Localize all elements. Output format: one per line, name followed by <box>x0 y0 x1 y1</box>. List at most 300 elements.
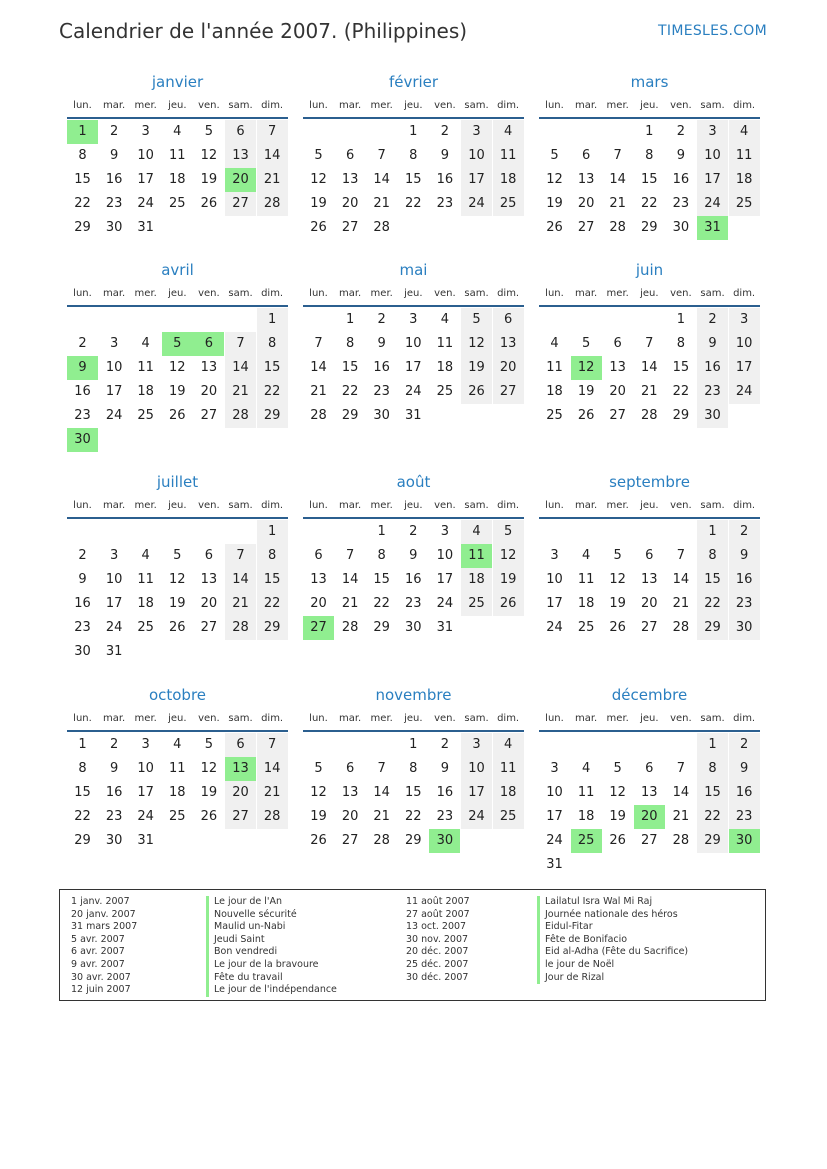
day-cell[interactable]: 12 <box>169 572 186 587</box>
day-cell[interactable]: 24 <box>105 408 123 423</box>
day-cell[interactable]: 27 <box>200 620 218 635</box>
day-cell[interactable]: 21 <box>373 196 390 211</box>
day-cell[interactable]: 2 <box>109 737 119 752</box>
day-cell[interactable]: 18 <box>577 596 595 611</box>
day-cell[interactable]: 3 <box>697 120 728 144</box>
day-cell[interactable]: 20 <box>493 356 524 380</box>
day-cell[interactable]: 7 <box>257 733 288 757</box>
day-cell[interactable]: 11 <box>169 761 186 776</box>
day-cell[interactable]: 20 <box>341 196 359 211</box>
day-cell[interactable]: 11 <box>436 336 454 351</box>
day-cell[interactable]: 17 <box>461 168 492 192</box>
day-cell[interactable]: 19 <box>609 809 626 824</box>
day-cell[interactable]: 13 <box>310 572 327 587</box>
day-cell[interactable]: 21 <box>257 168 288 192</box>
day-cell[interactable]: 14 <box>225 356 256 380</box>
day-cell[interactable]: 25 <box>169 809 186 824</box>
day-cell[interactable]: 11 <box>493 144 524 168</box>
day-cell[interactable]: 28 <box>257 805 288 829</box>
day-cell[interactable]: 5 <box>173 548 182 563</box>
day-cell[interactable]: 16 <box>105 785 123 800</box>
holiday-day[interactable]: 13 <box>225 757 256 781</box>
holiday-day[interactable]: 9 <box>67 356 98 380</box>
day-cell[interactable]: 15 <box>257 568 288 592</box>
day-cell[interactable]: 25 <box>137 408 154 423</box>
day-cell[interactable]: 9 <box>78 572 87 587</box>
day-cell[interactable]: 27 <box>200 408 218 423</box>
day-cell[interactable]: 16 <box>436 172 454 187</box>
day-cell[interactable]: 4 <box>173 737 182 752</box>
day-cell[interactable]: 29 <box>641 220 658 235</box>
day-cell[interactable]: 23 <box>436 196 454 211</box>
day-cell[interactable]: 22 <box>697 592 728 616</box>
brand-link[interactable]: TIMESLES.COM <box>658 23 767 39</box>
day-cell[interactable]: 5 <box>204 124 214 139</box>
holiday-day[interactable]: 11 <box>461 544 492 568</box>
day-cell[interactable]: 31 <box>105 644 123 659</box>
day-cell[interactable]: 26 <box>169 620 186 635</box>
day-cell[interactable]: 24 <box>546 833 563 848</box>
day-cell[interactable]: 6 <box>613 336 622 351</box>
day-cell[interactable]: 24 <box>105 620 123 635</box>
holiday-day[interactable]: 27 <box>303 616 334 640</box>
day-cell[interactable]: 23 <box>74 408 91 423</box>
day-cell[interactable]: 17 <box>697 168 728 192</box>
day-cell[interactable]: 24 <box>546 620 563 635</box>
day-cell[interactable]: 16 <box>105 172 123 187</box>
day-cell[interactable]: 3 <box>141 124 150 139</box>
day-cell[interactable]: 1 <box>257 308 288 332</box>
day-cell[interactable]: 14 <box>341 572 359 587</box>
holiday-day[interactable]: 1 <box>67 120 98 144</box>
day-cell[interactable]: 20 <box>200 384 218 399</box>
day-cell[interactable]: 19 <box>546 196 563 211</box>
day-cell[interactable]: 2 <box>440 737 450 752</box>
day-cell[interactable]: 1 <box>409 737 418 752</box>
day-cell[interactable]: 26 <box>200 196 218 211</box>
holiday-day[interactable]: 12 <box>571 356 602 380</box>
day-cell[interactable]: 27 <box>641 833 658 848</box>
day-cell[interactable]: 7 <box>676 548 686 563</box>
day-cell[interactable]: 24 <box>461 192 492 216</box>
day-cell[interactable]: 16 <box>729 568 760 592</box>
day-cell[interactable]: 18 <box>137 596 154 611</box>
day-cell[interactable]: 22 <box>405 196 422 211</box>
day-cell[interactable]: 18 <box>493 781 524 805</box>
day-cell[interactable]: 26 <box>609 833 626 848</box>
day-cell[interactable]: 24 <box>461 805 492 829</box>
day-cell[interactable]: 21 <box>609 196 626 211</box>
day-cell[interactable]: 25 <box>137 620 154 635</box>
day-cell[interactable]: 11 <box>546 360 563 375</box>
day-cell[interactable]: 21 <box>672 809 690 824</box>
day-cell[interactable]: 4 <box>550 336 559 351</box>
day-cell[interactable]: 13 <box>493 332 524 356</box>
day-cell[interactable]: 21 <box>341 596 359 611</box>
day-cell[interactable]: 4 <box>173 124 182 139</box>
holiday-day[interactable]: 5 <box>162 332 193 356</box>
day-cell[interactable]: 15 <box>405 785 422 800</box>
day-cell[interactable]: 15 <box>257 356 288 380</box>
day-cell[interactable]: 8 <box>78 148 87 163</box>
holiday-day[interactable]: 30 <box>429 829 460 853</box>
day-cell[interactable]: 4 <box>493 120 524 144</box>
day-cell[interactable]: 28 <box>609 220 626 235</box>
day-cell[interactable]: 10 <box>105 572 123 587</box>
day-cell[interactable]: 11 <box>577 785 595 800</box>
day-cell[interactable]: 9 <box>440 761 450 776</box>
day-cell[interactable]: 11 <box>169 148 186 163</box>
day-cell[interactable]: 29 <box>74 833 91 848</box>
day-cell[interactable]: 23 <box>729 592 760 616</box>
day-cell[interactable]: 7 <box>225 332 256 356</box>
day-cell[interactable]: 13 <box>225 144 256 168</box>
day-cell[interactable]: 17 <box>405 360 422 375</box>
day-cell[interactable]: 17 <box>729 356 760 380</box>
day-cell[interactable]: 8 <box>676 336 686 351</box>
day-cell[interactable]: 15 <box>74 172 91 187</box>
day-cell[interactable]: 22 <box>697 805 728 829</box>
day-cell[interactable]: 12 <box>200 148 218 163</box>
day-cell[interactable]: 20 <box>641 596 658 611</box>
day-cell[interactable]: 8 <box>257 544 288 568</box>
day-cell[interactable]: 19 <box>310 809 327 824</box>
day-cell[interactable]: 15 <box>373 572 390 587</box>
day-cell[interactable]: 27 <box>225 192 256 216</box>
day-cell[interactable]: 29 <box>672 408 690 423</box>
day-cell[interactable]: 29 <box>74 220 91 235</box>
day-cell[interactable]: 2 <box>78 548 87 563</box>
day-cell[interactable]: 13 <box>200 572 218 587</box>
day-cell[interactable]: 18 <box>436 360 454 375</box>
holiday-day[interactable]: 20 <box>225 168 256 192</box>
day-cell[interactable]: 8 <box>645 148 654 163</box>
day-cell[interactable]: 31 <box>546 857 563 872</box>
day-cell[interactable]: 7 <box>377 148 386 163</box>
day-cell[interactable]: 27 <box>225 805 256 829</box>
day-cell[interactable]: 19 <box>577 384 595 399</box>
day-cell[interactable]: 8 <box>78 761 87 776</box>
day-cell[interactable]: 7 <box>345 548 355 563</box>
day-cell[interactable]: 28 <box>341 620 359 635</box>
day-cell[interactable]: 6 <box>645 761 654 776</box>
day-cell[interactable]: 3 <box>409 312 418 327</box>
day-cell[interactable]: 4 <box>581 761 591 776</box>
day-cell[interactable]: 27 <box>577 220 595 235</box>
day-cell[interactable]: 14 <box>641 360 658 375</box>
day-cell[interactable]: 17 <box>461 781 492 805</box>
day-cell[interactable]: 30 <box>105 220 123 235</box>
day-cell[interactable]: 4 <box>141 336 150 351</box>
day-cell[interactable]: 10 <box>461 757 492 781</box>
day-cell[interactable]: 26 <box>609 620 626 635</box>
holiday-day[interactable]: 30 <box>729 829 760 853</box>
day-cell[interactable]: 23 <box>105 196 123 211</box>
day-cell[interactable]: 5 <box>613 548 622 563</box>
day-cell[interactable]: 7 <box>613 148 622 163</box>
day-cell[interactable]: 1 <box>345 312 355 327</box>
day-cell[interactable]: 2 <box>440 124 450 139</box>
day-cell[interactable]: 26 <box>310 833 327 848</box>
day-cell[interactable]: 14 <box>672 785 690 800</box>
day-cell[interactable]: 11 <box>729 144 760 168</box>
day-cell[interactable]: 6 <box>314 548 323 563</box>
day-cell[interactable]: 7 <box>676 761 686 776</box>
day-cell[interactable]: 10 <box>137 148 154 163</box>
day-cell[interactable]: 24 <box>729 380 760 404</box>
day-cell[interactable]: 5 <box>493 520 524 544</box>
day-cell[interactable]: 15 <box>74 785 91 800</box>
day-cell[interactable]: 8 <box>409 148 418 163</box>
holiday-day[interactable]: 20 <box>634 805 665 829</box>
day-cell[interactable]: 28 <box>373 220 390 235</box>
day-cell[interactable]: 5 <box>461 308 492 332</box>
day-cell[interactable]: 19 <box>493 568 524 592</box>
day-cell[interactable]: 16 <box>672 172 690 187</box>
day-cell[interactable]: 3 <box>440 524 450 539</box>
day-cell[interactable]: 18 <box>461 568 492 592</box>
day-cell[interactable]: 2 <box>697 308 728 332</box>
day-cell[interactable]: 28 <box>225 616 256 640</box>
day-cell[interactable]: 22 <box>672 384 690 399</box>
day-cell[interactable]: 15 <box>405 172 422 187</box>
day-cell[interactable]: 8 <box>697 757 728 781</box>
day-cell[interactable]: 29 <box>257 616 288 640</box>
day-cell[interactable]: 26 <box>546 220 563 235</box>
day-cell[interactable]: 26 <box>493 592 524 616</box>
day-cell[interactable]: 12 <box>310 785 327 800</box>
day-cell[interactable]: 10 <box>546 572 563 587</box>
holiday-day[interactable]: 31 <box>697 216 728 240</box>
day-cell[interactable]: 19 <box>169 384 186 399</box>
day-cell[interactable]: 14 <box>225 568 256 592</box>
day-cell[interactable]: 28 <box>310 408 327 423</box>
day-cell[interactable]: 12 <box>546 172 563 187</box>
day-cell[interactable]: 26 <box>310 220 327 235</box>
day-cell[interactable]: 1 <box>697 520 728 544</box>
day-cell[interactable]: 28 <box>672 833 690 848</box>
day-cell[interactable]: 20 <box>310 596 327 611</box>
day-cell[interactable]: 19 <box>169 596 186 611</box>
day-cell[interactable]: 15 <box>672 360 690 375</box>
day-cell[interactable]: 15 <box>641 172 658 187</box>
day-cell[interactable]: 29 <box>257 404 288 428</box>
day-cell[interactable]: 24 <box>137 809 154 824</box>
day-cell[interactable]: 9 <box>729 544 760 568</box>
day-cell[interactable]: 1 <box>676 312 686 327</box>
day-cell[interactable]: 16 <box>697 356 728 380</box>
day-cell[interactable]: 11 <box>577 572 595 587</box>
day-cell[interactable]: 25 <box>436 384 454 399</box>
day-cell[interactable]: 29 <box>405 833 422 848</box>
day-cell[interactable]: 29 <box>697 829 728 853</box>
day-cell[interactable]: 23 <box>436 809 454 824</box>
day-cell[interactable]: 19 <box>200 172 218 187</box>
day-cell[interactable]: 22 <box>405 809 422 824</box>
day-cell[interactable]: 14 <box>609 172 626 187</box>
day-cell[interactable]: 10 <box>436 548 454 563</box>
day-cell[interactable]: 24 <box>405 384 422 399</box>
day-cell[interactable]: 22 <box>257 592 288 616</box>
day-cell[interactable]: 13 <box>341 172 359 187</box>
day-cell[interactable]: 19 <box>609 596 626 611</box>
day-cell[interactable]: 26 <box>200 809 218 824</box>
day-cell[interactable]: 3 <box>729 308 760 332</box>
day-cell[interactable]: 21 <box>225 592 256 616</box>
day-cell[interactable]: 16 <box>729 781 760 805</box>
day-cell[interactable]: 17 <box>137 172 154 187</box>
day-cell[interactable]: 21 <box>310 384 327 399</box>
day-cell[interactable]: 19 <box>461 356 492 380</box>
day-cell[interactable]: 9 <box>109 148 119 163</box>
day-cell[interactable]: 4 <box>440 312 450 327</box>
day-cell[interactable]: 8 <box>697 544 728 568</box>
day-cell[interactable]: 7 <box>314 336 323 351</box>
day-cell[interactable]: 17 <box>546 809 563 824</box>
day-cell[interactable]: 2 <box>409 524 418 539</box>
day-cell[interactable]: 9 <box>676 148 686 163</box>
day-cell[interactable]: 25 <box>577 620 595 635</box>
day-cell[interactable]: 11 <box>493 757 524 781</box>
day-cell[interactable]: 12 <box>200 761 218 776</box>
day-cell[interactable]: 10 <box>461 144 492 168</box>
day-cell[interactable]: 2 <box>109 124 119 139</box>
day-cell[interactable]: 16 <box>436 785 454 800</box>
day-cell[interactable]: 30 <box>672 220 690 235</box>
day-cell[interactable]: 23 <box>373 384 390 399</box>
day-cell[interactable]: 29 <box>373 620 390 635</box>
day-cell[interactable]: 17 <box>105 596 123 611</box>
day-cell[interactable]: 17 <box>105 384 123 399</box>
day-cell[interactable]: 18 <box>729 168 760 192</box>
day-cell[interactable]: 19 <box>310 196 327 211</box>
day-cell[interactable]: 26 <box>169 408 186 423</box>
day-cell[interactable]: 28 <box>373 833 390 848</box>
day-cell[interactable]: 8 <box>257 332 288 356</box>
day-cell[interactable]: 11 <box>137 360 154 375</box>
day-cell[interactable]: 3 <box>461 120 492 144</box>
day-cell[interactable]: 23 <box>405 596 422 611</box>
day-cell[interactable]: 2 <box>676 124 686 139</box>
day-cell[interactable]: 14 <box>257 144 288 168</box>
day-cell[interactable]: 5 <box>550 148 559 163</box>
day-cell[interactable]: 23 <box>729 805 760 829</box>
day-cell[interactable]: 15 <box>697 781 728 805</box>
day-cell[interactable]: 24 <box>436 596 454 611</box>
day-cell[interactable]: 5 <box>613 761 622 776</box>
day-cell[interactable]: 6 <box>225 120 256 144</box>
day-cell[interactable]: 27 <box>641 620 658 635</box>
day-cell[interactable]: 6 <box>581 148 591 163</box>
day-cell[interactable]: 17 <box>546 596 563 611</box>
day-cell[interactable]: 16 <box>74 384 91 399</box>
day-cell[interactable]: 28 <box>672 620 690 635</box>
day-cell[interactable]: 18 <box>169 785 186 800</box>
day-cell[interactable]: 22 <box>373 596 390 611</box>
day-cell[interactable]: 10 <box>697 144 728 168</box>
day-cell[interactable]: 6 <box>204 548 214 563</box>
day-cell[interactable]: 22 <box>74 809 91 824</box>
day-cell[interactable]: 10 <box>729 332 760 356</box>
day-cell[interactable]: 25 <box>169 196 186 211</box>
day-cell[interactable]: 5 <box>204 737 214 752</box>
day-cell[interactable]: 13 <box>641 572 658 587</box>
day-cell[interactable]: 5 <box>314 761 323 776</box>
day-cell[interactable]: 3 <box>461 733 492 757</box>
day-cell[interactable]: 28 <box>257 192 288 216</box>
day-cell[interactable]: 21 <box>641 384 658 399</box>
day-cell[interactable]: 4 <box>729 120 760 144</box>
day-cell[interactable]: 3 <box>550 548 559 563</box>
day-cell[interactable]: 3 <box>109 548 119 563</box>
day-cell[interactable]: 12 <box>169 360 186 375</box>
day-cell[interactable]: 13 <box>341 785 359 800</box>
day-cell[interactable]: 30 <box>697 404 728 428</box>
day-cell[interactable]: 22 <box>257 380 288 404</box>
day-cell[interactable]: 3 <box>141 737 150 752</box>
day-cell[interactable]: 16 <box>405 572 422 587</box>
day-cell[interactable]: 2 <box>377 312 386 327</box>
day-cell[interactable]: 30 <box>74 644 91 659</box>
day-cell[interactable]: 4 <box>493 733 524 757</box>
day-cell[interactable]: 12 <box>461 332 492 356</box>
day-cell[interactable]: 4 <box>461 520 492 544</box>
day-cell[interactable]: 18 <box>137 384 154 399</box>
day-cell[interactable]: 2 <box>729 520 760 544</box>
day-cell[interactable]: 20 <box>200 596 218 611</box>
day-cell[interactable]: 31 <box>137 220 154 235</box>
day-cell[interactable]: 26 <box>577 408 595 423</box>
day-cell[interactable]: 9 <box>377 336 386 351</box>
day-cell[interactable]: 29 <box>697 616 728 640</box>
day-cell[interactable]: 23 <box>672 196 690 211</box>
day-cell[interactable]: 20 <box>609 384 626 399</box>
day-cell[interactable]: 31 <box>436 620 454 635</box>
day-cell[interactable]: 20 <box>341 809 359 824</box>
day-cell[interactable]: 30 <box>729 616 760 640</box>
day-cell[interactable]: 9 <box>697 332 728 356</box>
day-cell[interactable]: 24 <box>137 196 154 211</box>
day-cell[interactable]: 30 <box>105 833 123 848</box>
day-cell[interactable]: 19 <box>200 785 218 800</box>
day-cell[interactable]: 27 <box>493 380 524 404</box>
day-cell[interactable]: 12 <box>609 785 626 800</box>
day-cell[interactable]: 1 <box>645 124 654 139</box>
day-cell[interactable]: 25 <box>493 192 524 216</box>
day-cell[interactable]: 22 <box>74 196 91 211</box>
day-cell[interactable]: 13 <box>200 360 218 375</box>
day-cell[interactable]: 2 <box>729 733 760 757</box>
day-cell[interactable]: 5 <box>581 336 591 351</box>
day-cell[interactable]: 26 <box>461 380 492 404</box>
day-cell[interactable]: 15 <box>341 360 359 375</box>
day-cell[interactable]: 18 <box>577 809 595 824</box>
holiday-day[interactable]: 6 <box>193 332 224 356</box>
day-cell[interactable]: 14 <box>310 360 327 375</box>
day-cell[interactable]: 18 <box>546 384 563 399</box>
day-cell[interactable]: 31 <box>137 833 154 848</box>
day-cell[interactable]: 1 <box>697 733 728 757</box>
day-cell[interactable]: 23 <box>74 620 91 635</box>
day-cell[interactable]: 1 <box>377 524 386 539</box>
day-cell[interactable]: 28 <box>225 404 256 428</box>
day-cell[interactable]: 2 <box>78 336 87 351</box>
day-cell[interactable]: 14 <box>672 572 690 587</box>
day-cell[interactable]: 3 <box>550 761 559 776</box>
day-cell[interactable]: 1 <box>409 124 418 139</box>
day-cell[interactable]: 22 <box>341 384 359 399</box>
day-cell[interactable]: 10 <box>105 360 123 375</box>
